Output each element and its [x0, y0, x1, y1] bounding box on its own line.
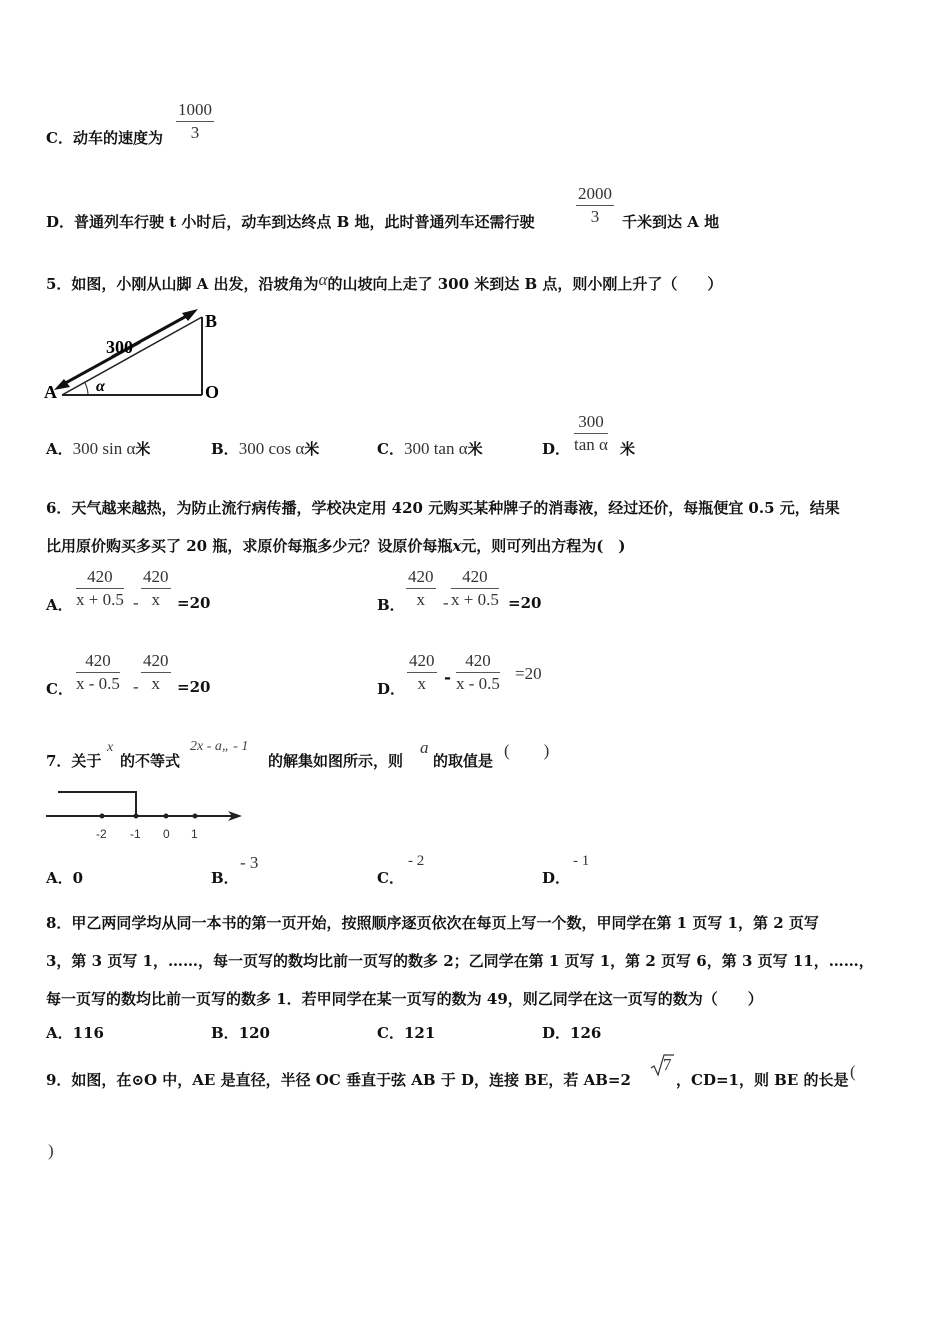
tick-dot — [100, 814, 105, 819]
q9-stem-pre: 9．如图，在⊙O 中，AE 是直径，半径 OC 垂直于弦 AB 于 D，连接 BE，若 AB=2 — [46, 1071, 631, 1089]
q8-option-c-value: 121 — [403, 1024, 436, 1042]
q6-stem-line2-pre: 比用原价购买多买了 20 瓶，求原价每瓶多少元？设原价每瓶 — [46, 537, 453, 555]
q7-option-b-label: B． — [211, 869, 239, 887]
q9-sqrt-value: 7 — [663, 1055, 672, 1074]
q8-stem-line3: 每一页写的数均比前一页写的数多 1．若甲同学在某一页写的数为 49，则乙同学在这一页写的数为（ ） — [46, 990, 763, 1008]
q6-c-frac1 — [76, 651, 120, 695]
q6-b-frac2-num: 420 — [451, 567, 499, 589]
q6-c-operator: - — [133, 677, 139, 696]
q8-option-d — [542, 1022, 601, 1043]
q5-option-d-unit: 米 — [620, 440, 636, 458]
q5-option-b-label: B． — [211, 440, 239, 458]
q8-option-a-label: A． — [46, 1024, 73, 1042]
q6-d-frac2-num: 420 — [456, 651, 500, 673]
slope-length-label: 300 — [106, 337, 133, 357]
q5-option-a-unit: 米 — [135, 440, 151, 458]
q7-option-c-label: C． — [377, 869, 404, 887]
q6-c-frac1-num: 420 — [76, 651, 120, 673]
q6-a-operator: - — [133, 593, 139, 612]
q6-d-frac1 — [407, 651, 437, 695]
q8-stem-line2: 3，第 3 页写 1，……，每一页写的数均比前一页写的数多 2；乙同学在第 1 页写 1，第 2 页写 6，第 3 页写 11，……， — [46, 952, 874, 970]
slope-point-a: A — [44, 382, 57, 402]
q6-a-frac1 — [76, 567, 124, 611]
q6-d-rhs: =20 — [515, 664, 542, 683]
q6-c-frac1-den: x - 0.5 — [76, 674, 120, 693]
q8-option-d-value: 126 — [570, 1024, 602, 1042]
q6-stem-line2-post: 元，则可列出方程为( ) — [461, 537, 626, 555]
q6-option-c-label: C． — [46, 680, 73, 698]
q6-a-frac2-den: x — [151, 590, 160, 609]
q7-paren: ( ) — [504, 741, 550, 760]
q6-d-frac2 — [456, 651, 500, 695]
q8-option-a — [46, 1022, 104, 1043]
q6-d-frac2-den: x - 0.5 — [456, 674, 500, 693]
q8-option-b-label: B． — [211, 1024, 239, 1042]
q4-c-denominator: 3 — [190, 123, 200, 142]
q4-c-numerator: 1000 — [176, 100, 214, 122]
solution-set-bracket — [58, 792, 136, 816]
q7-option-c-value: - 2 — [408, 853, 425, 869]
q5-option-d-fraction — [574, 412, 608, 456]
q6-a-frac1-num: 420 — [76, 567, 124, 589]
q8-stem-line1: 8．甲乙两同学均从同一本书的第一页开始，按照顺序逐页依次在每页上写一个数，甲同学在第 1 页写 1，第 2 页写 — [46, 914, 819, 932]
tick-dot — [134, 814, 139, 819]
q5-option-c-label: C． — [377, 440, 404, 458]
q5-option-b — [211, 438, 319, 459]
q6-stem-line1: 6．天气越来越热，为防止流行病传播，学校决定用 420 元购买某种牌子的消毒液，经过还价，每瓶便宜 0.5 元，结果 — [46, 499, 840, 517]
q5-alpha: α — [318, 270, 328, 289]
q6-d-frac1-num: 420 — [407, 651, 437, 673]
q5-option-d-denominator: tan α — [574, 435, 608, 454]
q5-stem-pre: 5．如图，小刚从山脚 A 出发，沿坡角为 — [46, 275, 319, 293]
q5-option-c-unit: 米 — [467, 440, 483, 458]
q7-option-b-value: - 3 — [240, 853, 259, 872]
q4-option-d: D．普通列车行驶 t 小时后，动车到达终点 B 地，此时普通列车还需行驶 — [46, 213, 535, 231]
q6-stem-line2 — [46, 535, 625, 556]
tick-dot — [193, 814, 198, 819]
q5-option-a-label: A． — [46, 440, 73, 458]
q5-slope-figure — [40, 305, 230, 405]
q9-stem-post: ，CD=1，则 BE 的长是 — [676, 1071, 849, 1089]
q5-option-c-expr: 300 tan α — [403, 439, 468, 458]
q6-c-frac2-den: x — [151, 674, 160, 693]
slope-angle-arc — [85, 383, 88, 395]
q5-option-d-numerator: 300 — [574, 412, 608, 434]
q4-option-c: C．动车的速度为 — [46, 129, 163, 147]
q4-d-tail: 千米到达 A 地 — [622, 213, 720, 231]
q4-c-fraction — [176, 100, 214, 144]
q6-d-operator: - — [444, 668, 452, 688]
q6-c-rhs: =20 — [177, 678, 211, 696]
q4-d-fraction — [576, 184, 614, 228]
q6-b-frac1 — [406, 567, 436, 611]
q6-b-frac1-den: x — [416, 590, 425, 609]
q7-stem-c: 的解集如图所示，则 — [268, 752, 404, 770]
q8-option-a-value: 116 — [72, 1024, 104, 1042]
q5-option-b-unit: 米 — [304, 440, 320, 458]
q6-b-frac2-den: x + 0.5 — [451, 590, 499, 609]
tick-dot — [164, 814, 169, 819]
q6-d-frac1-den: x — [417, 674, 426, 693]
q5-stem-post: 的山坡向上走了 300 米到达 B 点，则小刚上升了（ ） — [327, 275, 723, 293]
q9-paren-close: ) — [48, 1141, 54, 1160]
tick-label: 0 — [163, 827, 170, 841]
q5-stem — [46, 270, 722, 294]
q5-option-b-expr: 300 cos α — [238, 439, 305, 458]
q6-a-frac2 — [141, 567, 171, 611]
q6-option-b-label: B． — [377, 596, 405, 614]
q6-a-frac1-den: x + 0.5 — [76, 590, 124, 609]
q4-d-denominator: 3 — [590, 207, 600, 226]
q6-b-operator: - — [443, 593, 449, 612]
q7-option-d-value: - 1 — [573, 853, 590, 869]
q7-option-a-value: 0 — [72, 869, 84, 887]
q7-number-line — [44, 788, 248, 844]
q5-option-a — [46, 438, 150, 459]
q7-stem-d: 的取值是 — [433, 752, 494, 770]
q8-option-d-label: D． — [542, 1024, 571, 1042]
q6-c-frac2-num: 420 — [141, 651, 171, 673]
q6-option-d-label: D． — [377, 680, 406, 698]
q7-stem-b: 的不等式 — [120, 752, 181, 770]
tick-label: 1 — [191, 827, 198, 841]
tick-label: -1 — [130, 827, 141, 841]
slope-arrow-up-head — [182, 309, 198, 321]
q9-paren-open: ( — [850, 1062, 856, 1081]
q6-b-rhs: =20 — [508, 594, 542, 612]
q6-b-frac1-num: 420 — [406, 567, 436, 589]
q5-option-a-expr: 300 sin α — [72, 439, 136, 458]
q8-option-c-label: C． — [377, 1024, 404, 1042]
q7-inequality: 2x - a„ - 1 — [190, 739, 249, 754]
slope-point-b: B — [205, 311, 218, 331]
q7-var-x: x — [107, 740, 114, 755]
slope-angle-label: α — [96, 378, 105, 395]
q7-option-a — [46, 867, 83, 888]
q6-a-frac2-num: 420 — [141, 567, 171, 589]
slope-point-o: O — [205, 382, 220, 402]
q6-b-frac2 — [451, 567, 499, 611]
q5-option-c — [377, 438, 483, 459]
q8-option-b — [211, 1022, 270, 1043]
q4-d-numerator: 2000 — [576, 184, 614, 206]
q5-option-d-label: D． — [542, 440, 571, 458]
q6-var-x: x — [452, 537, 462, 555]
q6-c-frac2 — [141, 651, 171, 695]
q7-option-a-label: A． — [46, 869, 73, 887]
q7-option-d-label: D． — [542, 869, 571, 887]
q6-a-rhs: =20 — [177, 594, 211, 612]
tick-label: -2 — [96, 827, 107, 841]
q7-var-a: a — [420, 738, 429, 757]
q7-stem-a: 7．关于 — [46, 752, 102, 770]
q6-option-a-label: A． — [46, 596, 73, 614]
q8-option-c — [377, 1022, 435, 1043]
q8-option-b-value: 120 — [238, 1024, 270, 1042]
